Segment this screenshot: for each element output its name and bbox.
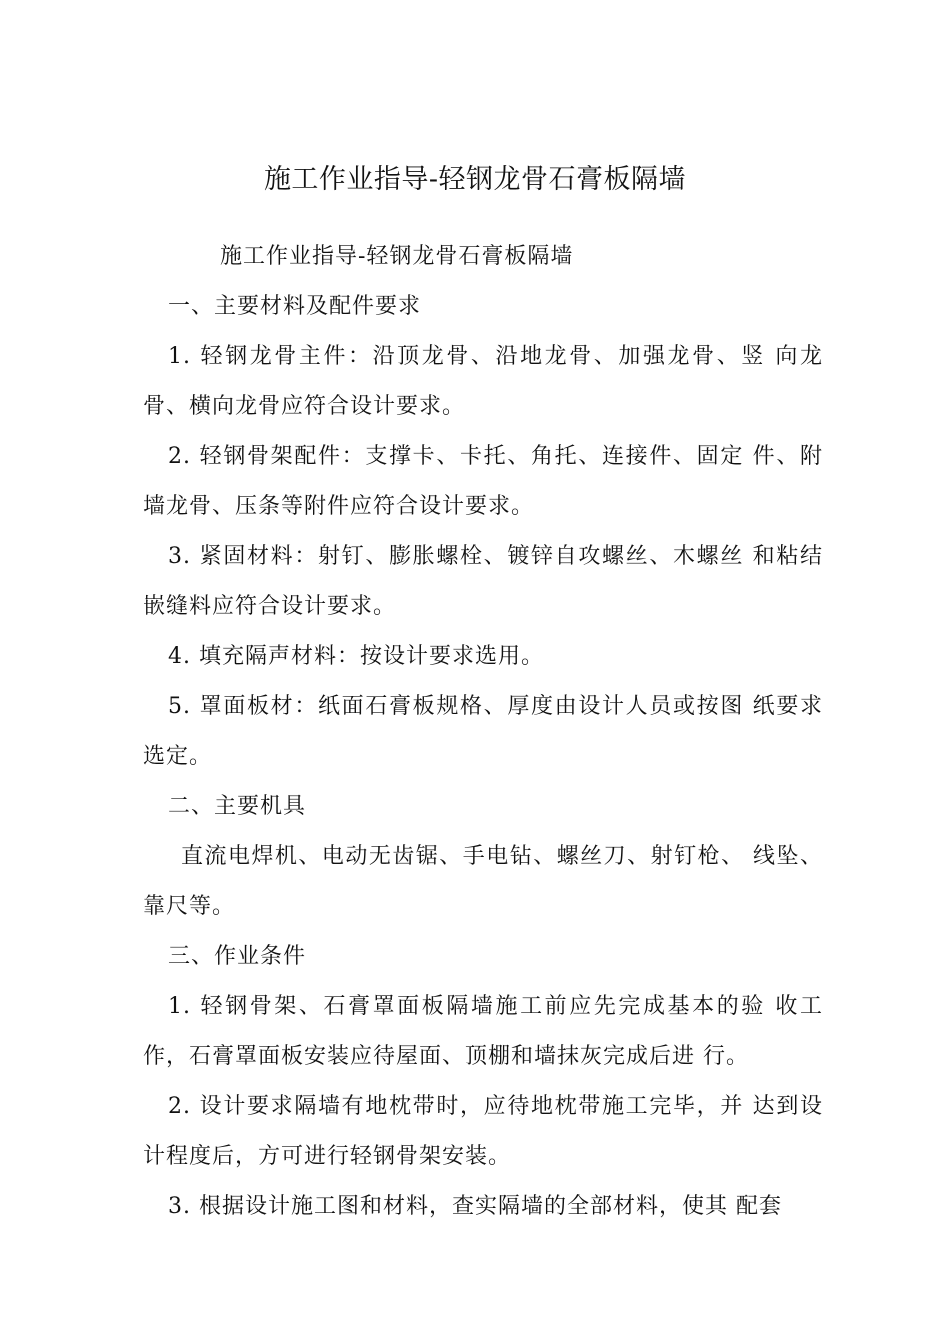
document-body	[143, 232, 823, 1232]
paragraph-item: 4. 填充隔声材料：按设计要求选用。	[168, 644, 544, 669]
section-heading-materials: 一、主要材料及配件要求	[168, 294, 422, 319]
paragraph-item: 1. 轻钢骨架、石膏罩面板隔墙施工前应先完成基本的验 收工作，石膏罩面板安装应待屋面、顶棚和墙抹灰完成后进 行。	[143, 994, 823, 1069]
paragraph-item: 5. 罩面板材：纸面石膏板规格、厚度由设计人员或按图 纸要求选定。	[143, 694, 823, 769]
document-subtitle: 施工作业指导-轻钢龙骨石膏板隔墙	[220, 244, 574, 269]
paragraph-item: 1. 轻钢龙骨主件：沿顶龙骨、沿地龙骨、加强龙骨、竖 向龙骨、横向龙骨应符合设计要求。	[143, 344, 823, 419]
paragraph-item: 3. 紧固材料：射钉、膨胀螺栓、镀锌自攻螺丝、木螺丝 和粘结嵌缝料应符合设计要求。	[143, 544, 823, 619]
document-title: 施工作业指导-轻钢龙骨石膏板隔墙	[263, 164, 687, 195]
paragraph-tools-list: 直流电焊机、电动无齿锯、手电钻、螺丝刀、射钉枪、 线坠、靠尺等。	[143, 844, 823, 919]
paragraph-item: 2. 设计要求隔墙有地枕带时，应待地枕带施工完毕，并 达到设计程度后，方可进行轻钢骨架安装。	[143, 1094, 823, 1169]
section-heading-conditions: 三、作业条件	[168, 944, 307, 969]
paragraph-item: 3. 根据设计施工图和材料，查实隔墙的全部材料，使其 配套	[168, 1194, 782, 1219]
paragraph-item: 2. 轻钢骨架配件：支撑卡、卡托、角托、连接件、固定 件、附墙龙骨、压条等附件应符合设计要求。	[143, 444, 823, 519]
section-heading-tools: 二、主要机具	[168, 794, 307, 819]
